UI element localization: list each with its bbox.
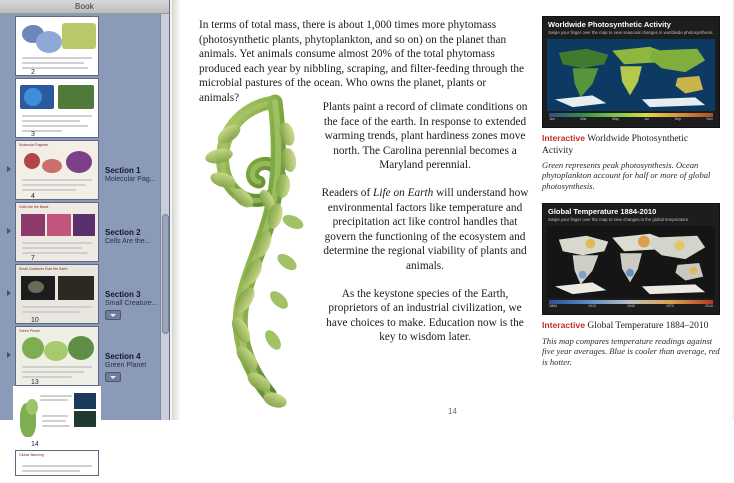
- disclosure-triangle-icon[interactable]: [4, 350, 13, 359]
- body-paragraph-1: Plants paint a record of climate conditions on the face of the earth. In response to extended warming trends, plant hardiness zones move north. The Carolina perennial becomes a Maryland perennial.: [322, 101, 528, 172]
- legend-tick: Jan: [549, 117, 555, 121]
- map-instruction: Swipe your finger over the map to view seasonal changes in worldwide photosynthesis: [548, 30, 713, 35]
- thumbnail-meta: [105, 140, 156, 183]
- book-title-italic: Life on Earth: [373, 186, 434, 199]
- interactive-badge: Interactive: [542, 320, 585, 331]
- page-thumbnail[interactable]: [15, 450, 99, 476]
- interactive-figure-temperature[interactable]: [542, 203, 720, 367]
- intro-text: In terms of total mass, there is about 1,000 times more phytomass (photosynthetic plants, phytoplankton, and so on) on the planet than animals. Yet animals consume almost 20% of the total phytomass produced each year by nibbling, scraping, and filter-feeding through the microbial pastures of the ocean. Who owns the planet, plants or animals?: [199, 19, 525, 104]
- page-thumbnail[interactable]: [15, 78, 99, 138]
- thumbnail-page-number: 2: [31, 69, 35, 76]
- section-subtitle: Small Creature...: [105, 300, 158, 307]
- disclosure-triangle-icon[interactable]: [4, 102, 13, 111]
- disclosure-triangle-icon[interactable]: [4, 288, 13, 297]
- figure-caption-title: Global Temperature 1884–2010: [587, 321, 709, 332]
- figure-caption: [542, 133, 720, 191]
- legend-tick: 1884: [549, 304, 557, 309]
- map-canvas[interactable]: [547, 39, 715, 111]
- figure-caption-title: Worldwide Photosynthetic Activity: [542, 134, 689, 156]
- body-text-column: [321, 100, 529, 358]
- section-subtitle: Cells Are the...: [105, 238, 151, 245]
- interactive-figure-photosynthesis[interactable]: [542, 16, 720, 191]
- thumbnail-page-number: 14: [31, 441, 39, 448]
- thumbnail-heading-text: Green Planet: [19, 329, 40, 333]
- sidebar-scrollbar-thumb[interactable]: [162, 214, 169, 334]
- legend-tick: Sep: [674, 117, 681, 121]
- legend-tick-labels: [549, 304, 713, 308]
- thumbnail-page-number: 4: [31, 193, 35, 200]
- map-legend: [549, 113, 713, 123]
- disclosure-triangle-icon[interactable]: [4, 40, 13, 49]
- section-title: Section 4: [105, 352, 141, 361]
- thumbnail-meta: [105, 202, 151, 245]
- thumbnail-heading-text: Global Warming: [19, 453, 44, 457]
- section-title: Section 1: [105, 166, 141, 175]
- thumbnail-sidebar: [0, 0, 170, 457]
- list-item[interactable]: [0, 448, 169, 478]
- disclosure-triangle-icon[interactable]: [4, 412, 13, 421]
- legend-tick-labels: [549, 117, 713, 121]
- figure-caption-description: Green represents peak photosynthesis. Ocean phytoplankton account for half or more of global photosynthesis.: [542, 160, 711, 191]
- figure-caption: [542, 320, 720, 367]
- sidebar-header-title: Book: [74, 2, 95, 11]
- legend-tick: Jul: [644, 117, 650, 121]
- section-subtitle: Green Planet: [105, 362, 147, 369]
- photosynthesis-map-widget[interactable]: [542, 16, 720, 128]
- media-column: [542, 16, 720, 367]
- thumbnail-meta: [105, 264, 158, 320]
- page-number: 14: [448, 407, 457, 416]
- thumbnail-list[interactable]: [0, 14, 169, 457]
- legend-tick: 1910: [588, 304, 596, 309]
- list-item[interactable]: [0, 76, 169, 138]
- page-viewport: [170, 0, 734, 420]
- thumbnail-page-number: 3: [31, 131, 35, 138]
- section-title: Section 3: [105, 290, 141, 299]
- map-title: Worldwide Photosynthetic Activity: [548, 20, 671, 29]
- list-item[interactable]: [0, 262, 169, 324]
- collapse-section-button[interactable]: [105, 372, 121, 382]
- interactive-badge: Interactive: [542, 133, 585, 143]
- page-gutter-shadow: [173, 0, 181, 420]
- legend-tick: May: [612, 117, 619, 121]
- temperature-map-widget[interactable]: [542, 203, 720, 315]
- map-canvas[interactable]: [547, 226, 715, 298]
- thumbnail-heading-text: Small Creatures Rule the Earth: [19, 267, 68, 271]
- list-item-selected[interactable]: [0, 386, 169, 448]
- sidebar-header: [0, 0, 169, 14]
- disclosure-triangle-icon[interactable]: [4, 164, 13, 173]
- section-subtitle: Molecular Pag...: [105, 176, 156, 183]
- collapse-section-button[interactable]: [105, 310, 121, 320]
- thumbnail-meta: [105, 326, 146, 382]
- list-item[interactable]: [0, 138, 169, 200]
- page-thumbnail[interactable]: [15, 264, 99, 324]
- list-item[interactable]: [0, 324, 169, 386]
- fern-illustration: [183, 94, 333, 414]
- sidebar-scrollbar-track[interactable]: [160, 14, 169, 420]
- disclosure-triangle-icon[interactable]: [4, 226, 13, 235]
- intro-paragraph: [199, 18, 529, 106]
- page-thumbnail[interactable]: [15, 140, 99, 200]
- thumbnail-page-number: 7: [31, 255, 35, 262]
- page-thumbnail[interactable]: [15, 326, 99, 386]
- thumbnail-page-number: 10: [31, 317, 39, 324]
- legend-tick: Nov: [706, 117, 713, 121]
- legend-tick: 2010: [705, 304, 713, 309]
- page-thumbnail-current[interactable]: [15, 388, 99, 448]
- map-legend: [549, 300, 713, 310]
- thumbnail-heading-text: Molecular Pageant: [19, 143, 49, 147]
- list-item[interactable]: [0, 200, 169, 262]
- legend-tick: 1940: [627, 304, 635, 309]
- disclosure-triangle-icon[interactable]: [4, 474, 13, 483]
- legend-tick: 1970: [666, 304, 674, 309]
- body-paragraph-2: Readers of Life on Earth will understand how environmental factors like temperature and precipitation act like control handles that govern the functioning of the ecosystem and determine the regional viability of plants and animals.: [321, 186, 529, 272]
- figure-caption-description: This map compares temperature readings against five year averages. Blue is cooler than average, red is hotter.: [542, 335, 720, 367]
- map-instruction: Swipe your finger over the map to view changes in the global temperature: [548, 217, 689, 223]
- page-thumbnail[interactable]: [15, 202, 99, 262]
- list-item[interactable]: [0, 14, 169, 76]
- section-title: Section 2: [105, 228, 141, 237]
- book-page: [172, 0, 732, 420]
- legend-tick: Mar: [580, 117, 587, 121]
- thumbnail-heading-text: Cells Are the Basis: [19, 205, 49, 209]
- thumbnail-page-number: 13: [31, 379, 39, 386]
- page-thumbnail[interactable]: [15, 16, 99, 76]
- map-title: Global Temperature 1884-2010: [548, 207, 657, 217]
- body-paragraph-3: As the keystone species of the Earth, proprietors of an industrial civilization, we have choices to make. Education now is the key to wisdom later.: [326, 287, 524, 344]
